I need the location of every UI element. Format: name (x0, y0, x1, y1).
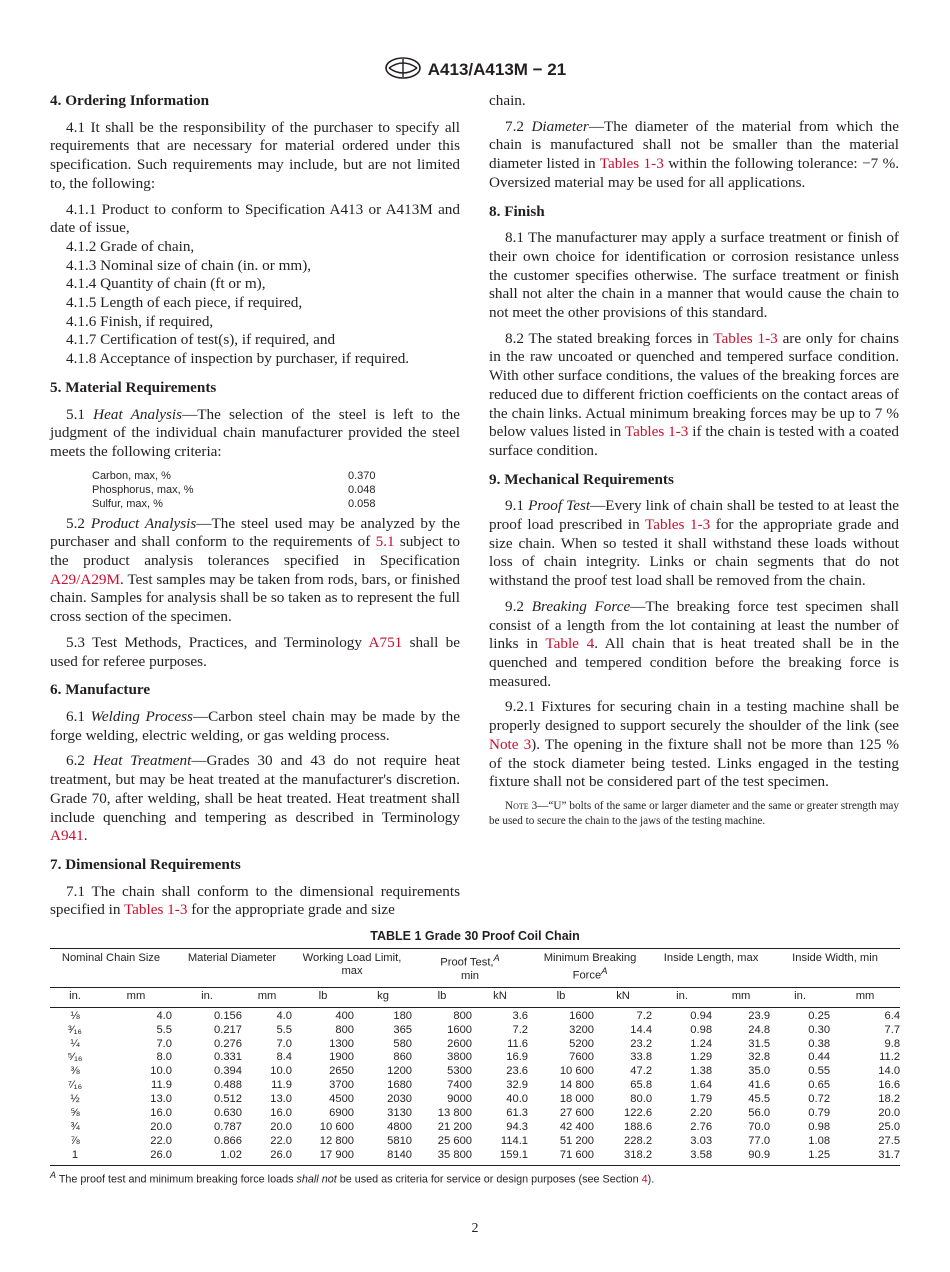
link-section-4[interactable]: 4 (641, 1173, 648, 1186)
unit-header: mm (712, 987, 770, 1007)
table-cell: 0.787 (214, 1120, 242, 1133)
table-cell: 13.0 (270, 1093, 293, 1106)
table-cell: 0.72 (808, 1093, 831, 1106)
table-cell: 0.488 (214, 1079, 242, 1092)
table-cell: 20.0 (270, 1120, 293, 1133)
table-cell: 7.7 (884, 1023, 901, 1036)
table-cell: 0.866 (214, 1134, 242, 1147)
table-row (50, 1135, 900, 1149)
unit-header: mm (242, 987, 292, 1007)
table-cell: 20.0 (878, 1107, 901, 1120)
col-header-inside-length: Inside Length, max (652, 949, 770, 988)
table-cell: 11.9 (271, 1079, 293, 1092)
table-cell: 3130 (387, 1107, 413, 1120)
table-cell: 6.4 (830, 1007, 900, 1023)
table-cell: 580 (393, 1037, 413, 1050)
table-cell: 41.6 (748, 1079, 771, 1092)
para-9-1: 9.1 Proof Test—Every link of chain shall be tested to at least the proof load prescribed in Tables 1-3 for the appropriate grade and size chain. When so tested it shall withstand these loads without loss of chain integrity. Links or chain segments that do not withstand the proof test load shall be removed from the chain. (489, 497, 900, 590)
link-tables-1-3[interactable]: Tables 1-3 (713, 329, 778, 347)
table-cell: 18 000 (559, 1093, 595, 1106)
table-cell: 2030 (387, 1093, 413, 1106)
link-table-4[interactable]: Table 4 (545, 635, 595, 653)
link-a29[interactable]: A29/A29M (50, 570, 121, 588)
table-cell: 1 (50, 1149, 100, 1165)
table-cell: 0.79 (808, 1107, 831, 1120)
para-4-1-4: 4.1.4 Quantity of chain (ft or m), (66, 275, 266, 293)
table-cell: 23.9 (712, 1007, 770, 1023)
table-cell: 122.6 (624, 1107, 653, 1120)
table-row (50, 1121, 900, 1135)
table-cell: 3.6 (472, 1007, 528, 1023)
table-cell: 0.630 (214, 1107, 242, 1120)
col-header-inside-width: Inside Width, min (770, 949, 900, 988)
para-4-1-2: 4.1.2 Grade of chain, (66, 237, 195, 255)
table-cell: 860 (393, 1051, 413, 1064)
table-cell: 1.64 (690, 1079, 713, 1092)
right-column (489, 92, 899, 836)
table-cell: 24.8 (748, 1023, 771, 1036)
table-cell: 23.6 (506, 1065, 529, 1078)
table-cell: 71 600 (528, 1149, 594, 1165)
table-cell: 7.0 (156, 1037, 172, 1050)
table-cell: 180 (354, 1007, 412, 1023)
table-row (50, 1024, 900, 1038)
para-5-3: 5.3 Test Methods, Practices, and Terminology A751 shall be used for referee purposes. (50, 633, 460, 670)
table-cell: 17 900 (292, 1149, 354, 1165)
table-cell: 25 600 (437, 1134, 473, 1147)
unit-header: kN (472, 987, 528, 1007)
link-tables-1-3[interactable]: Tables 1-3 (599, 155, 664, 173)
unit-header: in. (770, 987, 830, 1007)
table-cell: 3200 (569, 1023, 595, 1036)
table-cell: 1.38 (690, 1065, 713, 1078)
para-4-1-1: 4.1.1 Product to conform to Specification A413 or A413M and date of issue, (50, 200, 460, 237)
table-cell: 9.8 (884, 1037, 901, 1050)
table-cell: 8.4 (276, 1051, 293, 1064)
table-cell: ³⁄₁₆ (68, 1023, 82, 1036)
table-cell: 0.38 (808, 1037, 831, 1050)
table-cell: ¾ (70, 1120, 80, 1133)
table-cell: 11.2 (879, 1051, 901, 1064)
table-cell: 10.0 (270, 1065, 293, 1078)
table-cell: 51 200 (559, 1134, 595, 1147)
table-footnote: $^A$ The proof test and minimum breaking force loads shall not be used as criteria for service or design purposes (see Section 4). (50, 1169, 655, 1186)
table-cell: 8140 (354, 1149, 412, 1165)
table-cell: 11.9 (151, 1079, 172, 1092)
table-cell: 0.156 (172, 1007, 242, 1023)
para-5-2: 5.2 Product Analysis—The steel used may be analyzed by the purchaser and shall conform to the requirements of 5.1 subject to the product analysis tolerances specified in Specification A29/A29M. Test samples may be taken from rods, bars, or finished chain. Samples for analysis shall be so taken as to represent the full cross section of the specimen. (50, 514, 460, 626)
table-cell: 35.0 (748, 1065, 771, 1078)
table-cell: 1.29 (690, 1051, 713, 1064)
table-title: TABLE 1 Grade 30 Proof Coil Chain (370, 929, 580, 943)
para-4-1-7: 4.1.7 Certification of test(s), if required, and (66, 331, 336, 349)
table-cell: 7600 (569, 1051, 595, 1064)
table-cell: 1680 (387, 1079, 413, 1092)
para-7-1: 7.1 The chain shall conform to the dimensional requirements specified in Tables 1-3 for the appropriate grade and size (50, 882, 460, 919)
table-cell: 159.1 (472, 1149, 528, 1165)
table-cell: 1200 (387, 1065, 413, 1078)
table-cell: 16.9 (506, 1051, 529, 1064)
table-cell: 25.0 (878, 1120, 901, 1133)
table-cell: 40.0 (506, 1093, 529, 1106)
table-cell: 0.65 (808, 1079, 831, 1092)
section-7-heading: 7. Dimensional Requirements (50, 855, 241, 873)
table-cell: 4.0 (242, 1007, 292, 1023)
table-cell: 33.8 (630, 1051, 653, 1064)
table-cell: ⁵⁄₁₆ (67, 1051, 83, 1064)
table-cell: 11.6 (507, 1037, 529, 1050)
table-cell: 14 800 (559, 1079, 595, 1092)
table-cell: ⅜ (70, 1065, 80, 1078)
table-cell: 7400 (447, 1079, 473, 1092)
table-cell: 1.02 (172, 1149, 242, 1165)
table-row (50, 1107, 900, 1121)
para-9-2-1: 9.2.1 Fixtures for securing chain in a testing machine shall be properly designed to support securely the shoulder of the link (see Note 3). The opening in the fixture shall not be more than 125 % of the stock diameter being tested. Links engaged in the testing fixture shall not be considered part of the test specimen. (489, 698, 899, 791)
table-cell: 2.76 (690, 1120, 713, 1133)
table-cell: ¼ (70, 1037, 80, 1050)
link-tables-1-3[interactable]: Tables 1-3 (645, 516, 711, 534)
para-8-2: 8.2 The stated breaking forces in Tables 1-3 are only for chains in the raw uncoated or quenched and tempered surface condition. With other surface conditions, the values of the breaking forces are reduced due to different friction coefficients on the contact areas of the chain links. Actual minimum breaking forces may be up to 7 % below values listed in Tables 1-3 if the chain is tested with a coated surface condition. (489, 329, 900, 459)
table-cell: 45.5 (748, 1093, 771, 1106)
table-cell: 9000 (447, 1093, 473, 1106)
table-cell: 26.0 (242, 1149, 292, 1165)
col-header-wll: Working Load Limit, max (292, 949, 412, 988)
unit-header: in. (172, 987, 242, 1007)
table-cell: 18.2 (878, 1093, 901, 1106)
table-cell: 90.9 (712, 1149, 770, 1165)
table-cell: 13 800 (437, 1107, 473, 1120)
col-header-breaking-force: Minimum Breaking Force$^A$ (528, 949, 652, 988)
col-header-size: Nominal Chain Size (50, 949, 172, 988)
table-cell: 1300 (329, 1037, 355, 1050)
table-cell: 14.4 (630, 1023, 653, 1036)
table-cell: 5300 (447, 1065, 473, 1078)
table-cell: ⅛ (50, 1007, 100, 1023)
link-tables-1-3[interactable]: Tables 1-3 (624, 423, 689, 441)
para-4-1-3: 4.1.3 Nominal size of chain (in. or mm), (66, 256, 312, 274)
left-column (50, 92, 460, 927)
table-cell: 32.8 (748, 1051, 771, 1064)
table-cell: ⅞ (70, 1134, 80, 1147)
table-cell: 31.7 (830, 1149, 900, 1165)
table-cell: ½ (70, 1093, 80, 1106)
table-cell: 7.0 (276, 1037, 293, 1050)
para-9-2: 9.2 Breaking Force—The breaking force test specimen shall consist of a length from the lot containing at least the number of links in Table 4. All chain that is heat treated shall be in the quenched and tempered condition before the breaking force is measured. (489, 597, 899, 690)
table-cell: 47.2 (630, 1065, 653, 1078)
table-cell: ⁷⁄₁₆ (67, 1079, 83, 1092)
table-row (50, 1007, 900, 1023)
para-8-1: 8.1 The manufacturer may apply a surface treatment or finish of their own choice for identification or corrosion resistance unless the customer specifies otherwise. The surface treatment or finish shall not alter the chain in a manner that would cause the chain to not meet the other provisions of this standard. (489, 229, 899, 322)
astm-logo-icon (384, 57, 422, 79)
col-header-diameter: Material Diameter (172, 949, 292, 988)
table-row (50, 1038, 900, 1052)
section-6-heading: 6. Manufacture (50, 681, 151, 699)
table-cell: 16.6 (878, 1079, 901, 1092)
table-cell: 0.44 (808, 1051, 831, 1064)
table-cell: 228.2 (624, 1134, 653, 1147)
table-cell: 42 400 (559, 1120, 595, 1133)
table-cell: 1.79 (690, 1093, 713, 1106)
table-cell: 400 (292, 1007, 354, 1023)
table-cell: 0.98 (808, 1120, 831, 1133)
table-cell: 22.0 (270, 1134, 293, 1147)
table-row (50, 1079, 900, 1093)
para-4-1-5: 4.1.5 Length of each piece, if required, (66, 294, 303, 312)
unit-header: in. (50, 987, 100, 1007)
page-number: 2 (471, 1221, 479, 1236)
table-cell: 31.5 (748, 1037, 771, 1050)
table-cell: 1.24 (690, 1037, 713, 1050)
table-cell: 21 200 (437, 1120, 473, 1133)
table-cell: 77.0 (748, 1134, 771, 1147)
para-6-1: 6.1 Welding Process—Carbon steel chain may be made by the forge welding, electric welding, or gas welding process. (50, 707, 461, 744)
para-5-1: 5.1 Heat Analysis—The selection of the steel is left to the judgment of the individual chain manufacturer provided the steel meets the following criteria: (50, 405, 461, 460)
table-cell: 20.0 (150, 1120, 172, 1133)
table-cell: 6900 (329, 1107, 355, 1120)
table-cell: 7.2 (512, 1023, 529, 1036)
para-7-1-continued: chain. (489, 92, 526, 109)
table-cell: 61.3 (506, 1107, 529, 1120)
criteria-row: Carbon, max, % 0.370 (92, 469, 376, 482)
table-cell: 0.94 (652, 1007, 712, 1023)
table-cell: 5.5 (156, 1023, 172, 1036)
col-header-proof-test: Proof Test,$^A$ min (412, 949, 528, 988)
table-cell: 2.20 (690, 1107, 713, 1120)
criteria-row: Phosphorus, max, % 0.048 (92, 483, 376, 496)
criteria-list (92, 469, 460, 511)
table-cell: 188.6 (624, 1120, 653, 1133)
unit-header: mm (830, 987, 900, 1007)
table-cell: 1900 (329, 1051, 355, 1064)
section-5-heading: 5. Material Requirements (50, 378, 217, 396)
table-row (50, 1051, 900, 1065)
table-cell: 27.5 (878, 1134, 901, 1147)
unit-header: lb (412, 987, 472, 1007)
table-cell: 27 600 (559, 1107, 595, 1120)
table-cell: 318.2 (594, 1149, 652, 1165)
table-cell: 14.0 (878, 1065, 901, 1078)
link-tables-1-3[interactable]: Tables 1-3 (123, 901, 188, 919)
table-cell: 22.0 (150, 1134, 172, 1147)
table-cell: 800 (335, 1023, 355, 1036)
note-3: Note 3—“U” bolts of the same or larger diameter and the same or greater strength may be used to secure the chain to the jaws of the testing machine. (489, 799, 899, 827)
unit-header: mm (100, 987, 172, 1007)
section-8-heading: 8. Finish (489, 202, 545, 220)
table-cell: 70.0 (748, 1120, 771, 1133)
table-cell: 0.98 (690, 1023, 713, 1036)
table-cell: 1.25 (770, 1149, 830, 1165)
table-cell: 7.2 (594, 1007, 652, 1023)
table-cell: 32.9 (506, 1079, 529, 1092)
table-cell: 26.0 (100, 1149, 172, 1165)
para-4-1-6: 4.1.6 Finish, if required, (66, 312, 214, 330)
table-1 (50, 929, 900, 1185)
criteria-row: Sulfur, max, % 0.058 (92, 497, 376, 510)
table-cell: 5.5 (276, 1023, 293, 1036)
table-row (50, 1065, 900, 1079)
table-cell: 23.2 (630, 1037, 653, 1050)
table-cell: 4800 (387, 1120, 413, 1133)
table-cell: 4.0 (100, 1007, 172, 1023)
table-row (50, 1149, 900, 1165)
data-table (50, 948, 900, 1166)
table-cell: 5810 (387, 1134, 413, 1147)
document-header (0, 57, 950, 80)
table-cell: 800 (412, 1007, 472, 1023)
table-row (50, 1093, 900, 1107)
section-9-heading: 9. Mechanical Requirements (489, 470, 674, 488)
unit-header: kg (354, 987, 412, 1007)
table-cell: 0.55 (808, 1065, 831, 1078)
para-6-2: 6.2 Heat Treatment—Grades 30 and 43 do not require heat treatment, but may be heat treated at the manufacturer's discretion. Grade 70, after welding, shall be heat treated. Heat treatment shall include quenching and tempering as described in Terminology A941. (50, 752, 460, 845)
unit-header: in. (652, 987, 712, 1007)
table-cell: 0.217 (214, 1023, 242, 1036)
table-cell: 365 (393, 1023, 413, 1036)
unit-header: lb (528, 987, 594, 1007)
table-cell: 114.1 (500, 1134, 529, 1147)
para-4-1-8: 4.1.8 Acceptance of inspection by purchaser, if required. (66, 350, 410, 368)
table-cell: 10 600 (559, 1065, 595, 1078)
table-cell: 4500 (329, 1093, 355, 1106)
table-cell: 80.0 (630, 1093, 653, 1106)
para-7-2: 7.2 Diameter—The diameter of the material from which the chain is manufactured shall not be smaller than the material diameter listed in Tables 1-3 within the following tolerance: −7 %. Oversized material may be used for all applications. (489, 117, 900, 191)
table-cell: 16.0 (270, 1107, 293, 1120)
table-cell: 16.0 (150, 1107, 172, 1120)
table-cell: 0.25 (770, 1007, 830, 1023)
table-cell: 0.331 (214, 1051, 242, 1064)
table-cell: 5200 (569, 1037, 595, 1050)
units-row (50, 987, 900, 1007)
table-cell: 56.0 (748, 1107, 771, 1120)
unit-header: lb (292, 987, 354, 1007)
table-cell: 0.30 (808, 1023, 831, 1036)
table-cell: 8.0 (156, 1051, 172, 1064)
section-4-heading: 4. Ordering Information (50, 92, 210, 109)
table-cell: 65.8 (630, 1079, 653, 1092)
link-a941[interactable]: A941 (50, 827, 84, 845)
link-5-1[interactable]: 5.1 (375, 533, 395, 551)
table-cell: 3.03 (690, 1134, 713, 1147)
table-body (50, 1007, 900, 1165)
table-cell: 12 800 (319, 1134, 355, 1147)
table-cell: 1600 (528, 1007, 594, 1023)
table-cell: 3.58 (652, 1149, 712, 1165)
para-4-1: 4.1 It shall be the responsibility of the purchaser to specify all requirements that are necessary for material ordered under this specification. Such requirements may include, but are not limited to, the following: (50, 118, 460, 192)
table-cell: 0.276 (214, 1037, 242, 1050)
table-cell: 10.0 (150, 1065, 172, 1078)
table-cell: 94.3 (506, 1120, 529, 1133)
table-cell: 0.512 (214, 1093, 242, 1106)
link-a751[interactable]: A751 (368, 633, 403, 651)
table-cell: ⅝ (70, 1107, 80, 1120)
table-cell: 35 800 (412, 1149, 472, 1165)
table-cell: 0.394 (214, 1065, 242, 1078)
table-cell: 3800 (447, 1051, 473, 1064)
unit-header: kN (594, 987, 652, 1007)
table-cell: 2600 (447, 1037, 473, 1050)
document-designation: A413/A413M − 21 (427, 60, 567, 79)
table-cell: 3700 (329, 1079, 355, 1092)
table-cell: 1.08 (808, 1134, 831, 1147)
table-cell: 1600 (447, 1023, 473, 1036)
link-note-3[interactable]: Note 3 (489, 735, 532, 753)
table-cell: 10 600 (319, 1120, 355, 1133)
table-cell: 13.0 (150, 1093, 172, 1106)
table-cell: 2650 (329, 1065, 355, 1078)
